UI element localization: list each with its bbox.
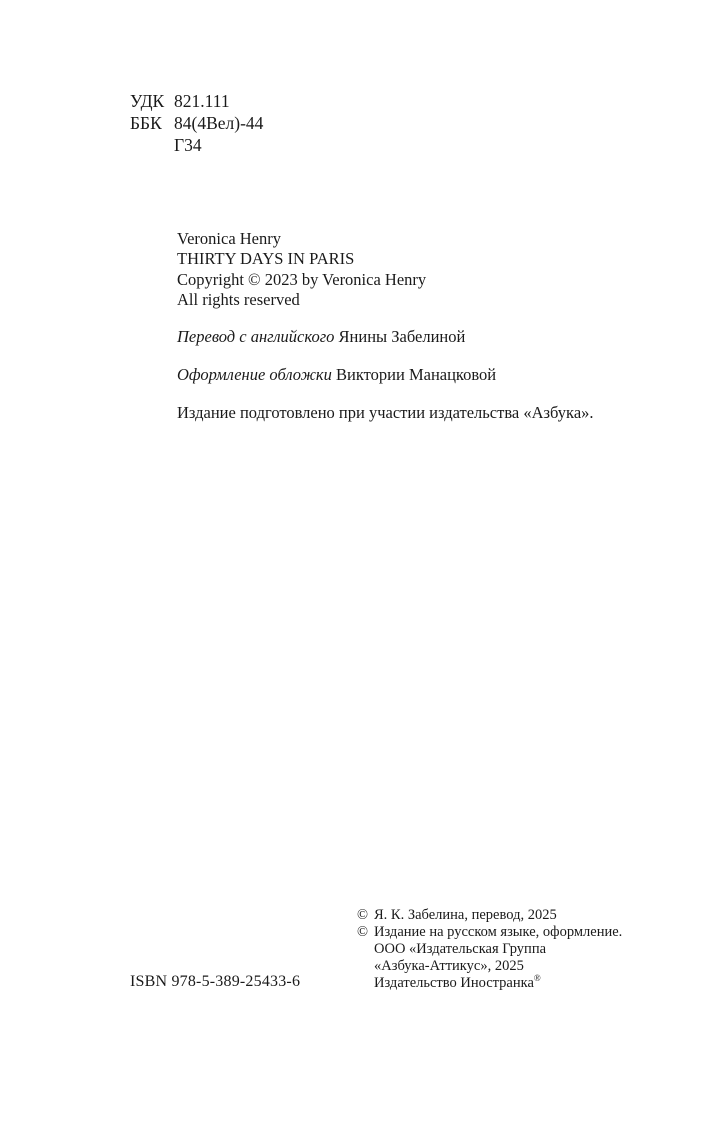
classification-block	[130, 90, 263, 156]
translation-copyright-text: Я. К. Забелина, перевод, 2025	[374, 907, 557, 923]
publisher-line	[374, 975, 622, 992]
edition-copyright	[357, 924, 622, 992]
bbk-row	[130, 112, 263, 134]
translation-credit	[177, 327, 594, 347]
original-author: Veronica Henry	[177, 229, 281, 248]
copyright-block	[357, 907, 622, 992]
bbk-value: 84(4Вел)-44	[174, 113, 264, 133]
translation-role: Перевод с английского	[177, 327, 335, 346]
author-mark: Г34	[174, 135, 202, 155]
copyright-sign: ©	[357, 907, 369, 923]
original-title: THIRTY DAYS IN PARIS	[177, 249, 355, 269]
edition-copyright-line: «Азбука-Аттикус», 2025	[374, 958, 524, 974]
prepared-note: Издание подготовлено при участии издательства «Азбука».	[177, 403, 594, 422]
credits-block	[177, 327, 594, 441]
udk-label: УДК	[130, 91, 165, 111]
udk-row	[130, 90, 263, 112]
cover-credit	[177, 365, 594, 385]
cover-role: Оформление обложки	[177, 365, 332, 384]
edition-copyright-line: ООО «Издательская Группа	[374, 941, 547, 957]
translation-name: Янины Забелиной	[338, 327, 466, 346]
cover-name: Виктории Манацковой	[336, 365, 497, 384]
registered-mark: ®	[533, 973, 541, 984]
edition-copyright-line: Издание на русском языке, оформление.	[374, 924, 623, 940]
translation-copyright	[357, 907, 622, 924]
original-rights: All rights reserved	[177, 289, 300, 309]
copyright-sign: ©	[357, 924, 369, 940]
original-edition-block	[177, 229, 426, 310]
bbk-label: ББК	[130, 113, 162, 133]
publisher-name: Издательство Иностранка	[374, 975, 534, 991]
udk-value: 821.111	[174, 91, 230, 111]
original-copyright: Copyright © 2023 by Veronica Henry	[177, 269, 427, 289]
isbn: ISBN 978-5-389-25433-6	[130, 973, 301, 990]
